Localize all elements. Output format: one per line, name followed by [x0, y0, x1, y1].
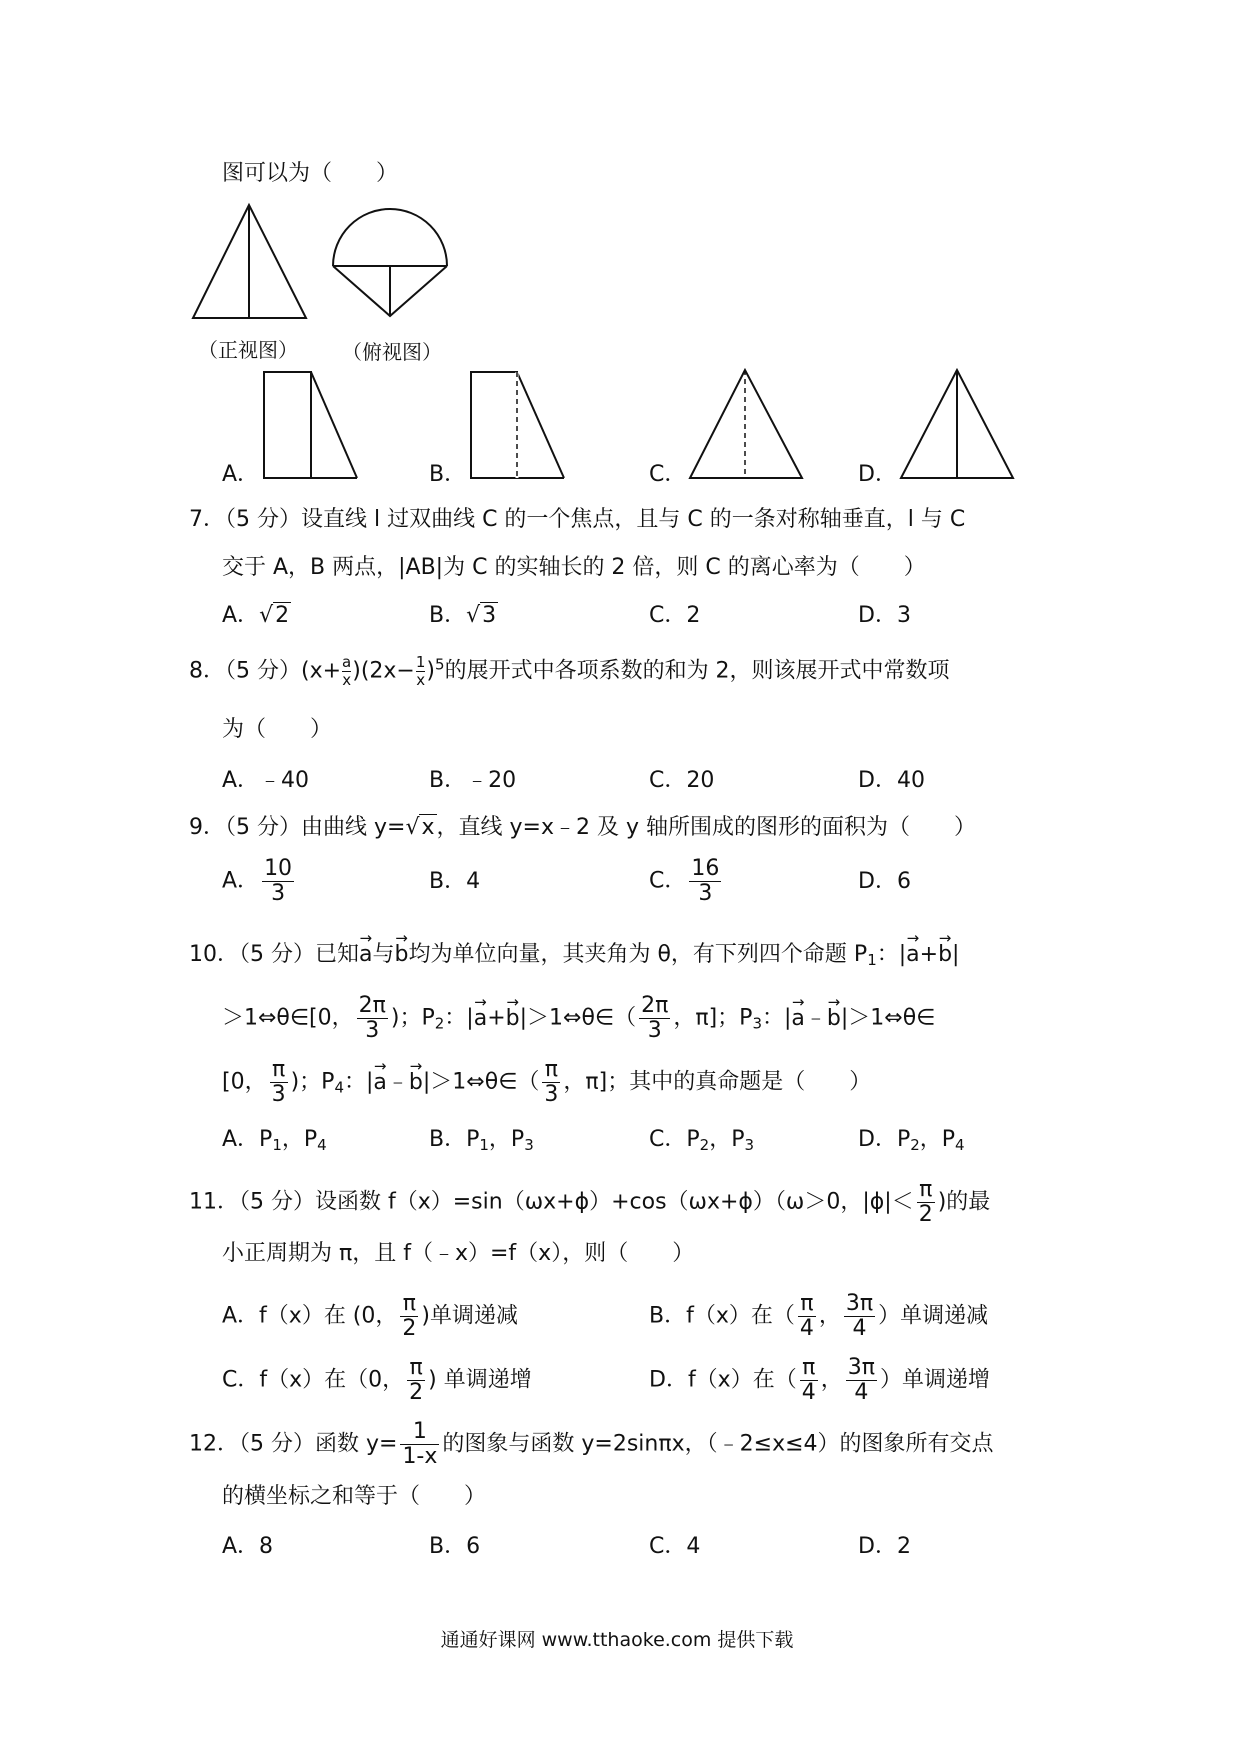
option-d-figure — [901, 370, 1013, 478]
q8-option-d: D．40 — [858, 768, 925, 793]
q12-option-a: A．8 — [222, 1534, 274, 1559]
q9-option-b: B．4 — [429, 869, 481, 894]
q8-option-c: C．20 — [649, 768, 715, 793]
front-view-figure — [193, 205, 306, 318]
q7-option-b: B．√3 — [429, 603, 497, 628]
q6-option-c: C． — [649, 462, 687, 487]
q11-option-a: A．f（x）在 (0， $\frac{\pi}{2}$ )单调递减 — [222, 1291, 518, 1341]
q8-line2: 为（ ） — [222, 717, 333, 742]
q11-option-d: D．f（x）在（ $\frac{\pi}{4}$ ， $\frac{3\pi}{4}$ ）单调递增 — [649, 1355, 990, 1405]
q10-option-b: B．$P_1$，$P_3$ — [429, 1127, 534, 1154]
page-footer: 通通好课网 www.tthaoke.com 提供下载 — [440, 1629, 794, 1651]
q8-option-a: A．﹣40 — [222, 768, 310, 793]
top-view-label: （俯视图） — [342, 340, 442, 364]
q12-option-d: D．2 — [858, 1534, 911, 1559]
q7-option-c: C．2 — [649, 603, 701, 628]
q12-line1: 12．（5 分）函数 y= $\frac{1}{1-x}$ 的图象与函数 y=2sinπx，（﹣2≤x≤4）的图象所有交点 — [189, 1419, 994, 1469]
q10-option-c: C．$P_2$，$P_3$ — [649, 1127, 755, 1154]
q11-option-b: B．f（x）在（ $\frac{\pi}{4}$ ， $\frac{3\pi}{4}$ ）单调递减 — [649, 1291, 989, 1341]
q9-option-c: C． $\frac{16}{3}$ — [649, 856, 720, 906]
q8-option-b: B．﹣20 — [429, 768, 517, 793]
q12-line2: 的横坐标之和等于（ ） — [222, 1484, 487, 1509]
q10-line2: ＞1⇔θ∈[0， $\frac{2\pi}{3}$ )；$P_2$：|→ a+→ b|＞1⇔θ∈（ $\frac{2\pi}{3}$ ，π]；$P_3$：|→ a﹣→ b|＞1⇔θ∈ — [222, 994, 935, 1043]
q10-option-a: A．$P_1$，$P_4$ — [222, 1127, 327, 1154]
option-b-figure — [471, 372, 564, 478]
q10-option-d: D．$P_2$，$P_4$ — [858, 1127, 965, 1154]
q6-option-d: D． — [858, 462, 897, 487]
q9-line1: 9．（5 分）由曲线 y=√x，直线 y=x﹣2 及 y 轴所围成的图形的面积为（ ） — [189, 815, 976, 840]
q6-option-b: B． — [429, 462, 467, 487]
q11-line2: 小正周期为 π，且 f（﹣x）=f（x），则（ ） — [222, 1241, 695, 1266]
intro-text: 图可以为（ ） — [222, 161, 399, 186]
q12-option-c: C．4 — [649, 1534, 701, 1559]
q10-line1: 10．（5 分）已知→ a与→ b均为单位向量，其夹角为 θ，有下列四个命题 $P_1$：|→ a+→ b| — [189, 937, 959, 969]
q10-line3: [0， $\frac{\pi}{3}$ )；$P_4$：|→ a﹣→ b|＞1⇔θ∈（ $\frac{\pi}{3}$ ，π]；其中的真命题是（ ） — [222, 1058, 871, 1107]
q7-line2: 交于 A，B 两点，|AB|为 C 的实轴长的 2 倍，则 C 的离心率为（ ） — [222, 555, 926, 580]
q8-line1: 8．（5 分）(x+ $\frac{a}{x}$ )(2x− $\frac{1}{x}$ )$^5$的展开式中各项系数的和为 2，则该展开式中常数项 — [189, 653, 950, 689]
q12-option-b: B．6 — [429, 1534, 481, 1559]
q9-option-d: D．6 — [858, 869, 911, 894]
q11-line1: 11．（5 分）设函数 f（x）=sin（ωx+ϕ）+cos（ωx+ϕ）（ω＞0，|ϕ|＜ $\frac{\pi}{2}$ )的最 — [189, 1177, 991, 1227]
top-view-figure — [333, 209, 447, 316]
q11-option-c: C．f（x）在（0， $\frac{\pi}{2}$ ) 单调递增 — [222, 1355, 532, 1405]
q6-option-a: A． — [222, 462, 260, 487]
q7-option-d: D．3 — [858, 603, 911, 628]
q7-line1: 7．（5 分）设直线 l 过双曲线 C 的一个焦点，且与 C 的一条对称轴垂直，l 与 C — [189, 507, 966, 532]
option-c-figure — [690, 370, 802, 478]
q7-option-a: A．√2 — [222, 603, 290, 628]
option-a-figure — [264, 372, 357, 478]
front-view-label: （正视图） — [198, 338, 298, 362]
q9-option-a: A． $\frac{10}{3}$ — [222, 856, 293, 906]
